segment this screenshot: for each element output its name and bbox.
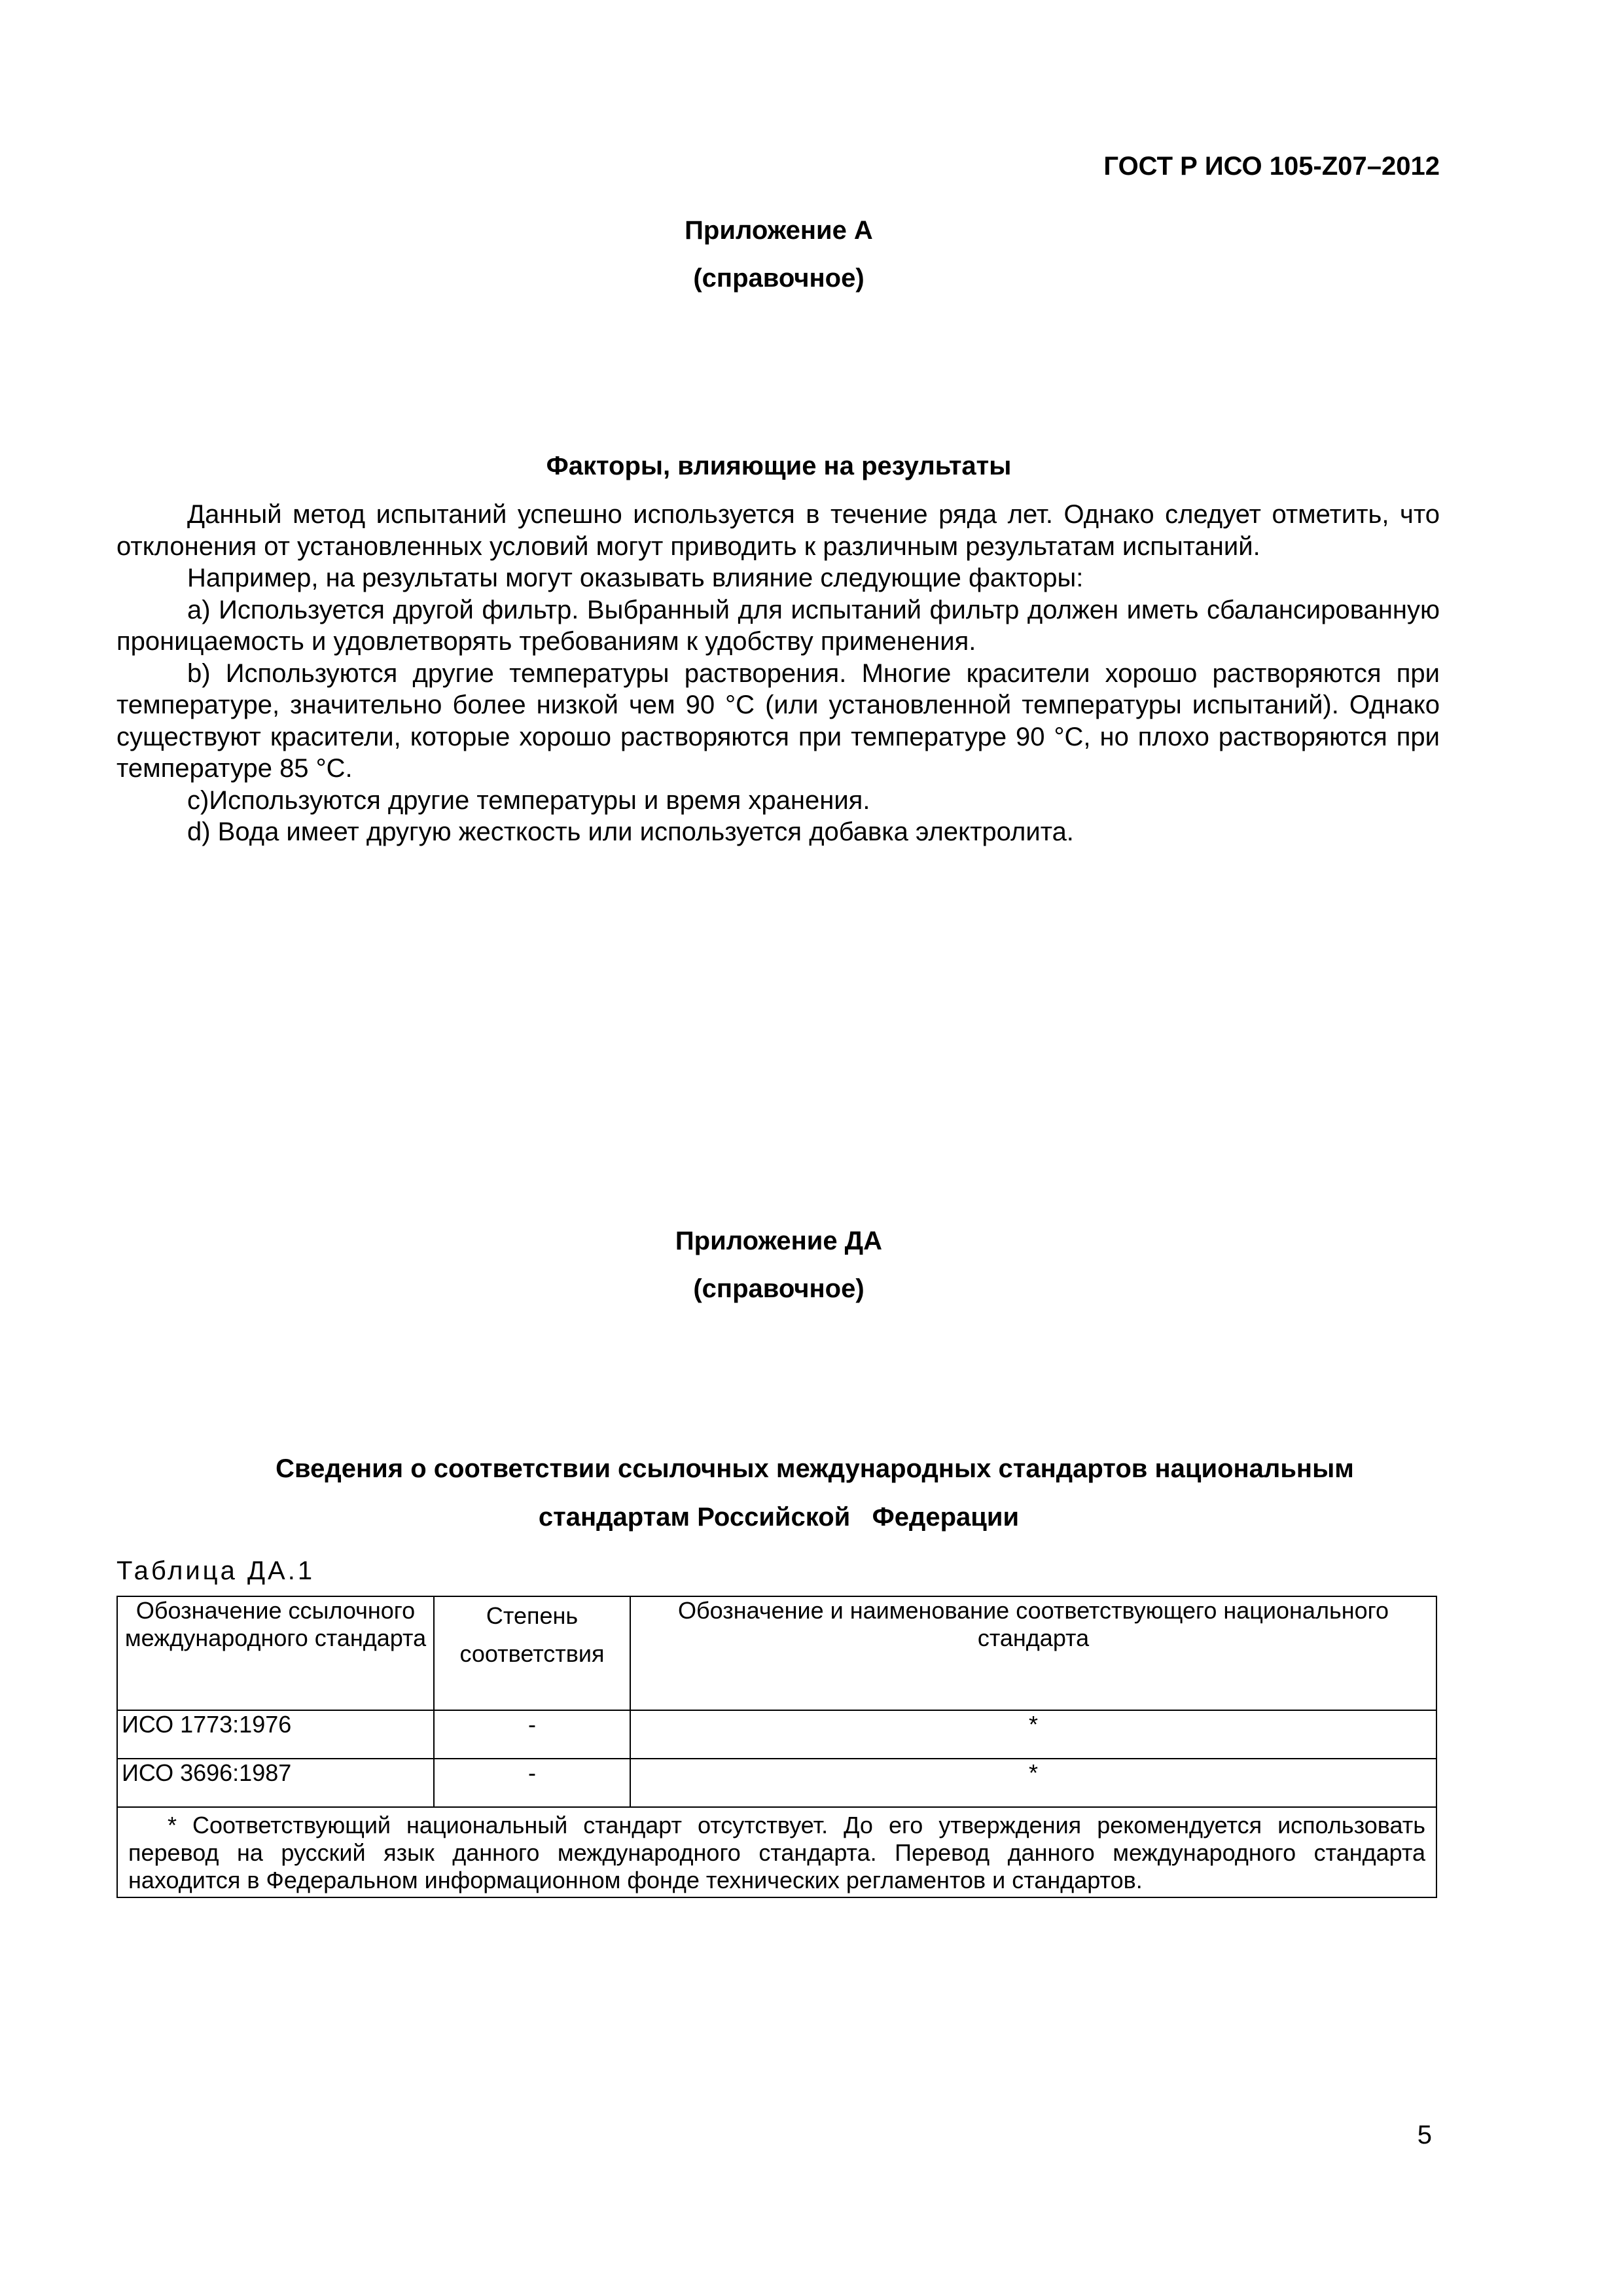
paragraph: Например, на результаты могут оказывать влияние следующие факторы: (187, 564, 1084, 592)
header-cell: Обозначение и наименование соответствующего национального стандарта (630, 1596, 1436, 1710)
appendix-da-subtitle: (справочное) (693, 1274, 865, 1303)
list-item: d) Вода имеет другую жесткость или используется добавка электролита. (187, 817, 1074, 846)
list-item: a) Используется другой фильтр. Выбранный для испытаний фильтр должен иметь сбалансированную проницаемость и удовлетворять требованиям к удобству применения. (116, 595, 1440, 656)
header-cell: Обозначение ссылочного международного стандарта (117, 1596, 434, 1710)
table-caption: Таблица ДА.1 (116, 1556, 315, 1585)
appendix-da-heading-line1: Сведения о соответствии ссылочных международных стандартов национальным (276, 1454, 1354, 1483)
list-item: c)Используются другие температуры и время хранения. (187, 785, 870, 815)
table-row (117, 1759, 1436, 1807)
paragraph: Данный метод испытаний успешно используется в течение ряда лет. Однако следует отметить, что отклонения от установленных условий могут приводить к различным результатам испытаний. (116, 500, 1440, 561)
appendix-a-subtitle: (справочное) (693, 264, 865, 293)
table-cell: ИСО 3696:1987 (117, 1759, 434, 1807)
appendix-a-body (116, 499, 1440, 848)
appendix-a-title: Приложение А (685, 216, 873, 245)
table-cell: - (434, 1710, 630, 1759)
table-header-row (117, 1596, 1436, 1710)
appendix-da-title: Приложение ДА (675, 1227, 883, 1255)
appendix-da-heading-line2: стандартам Российской Федерации (538, 1503, 1020, 1532)
table-cell: - (434, 1759, 630, 1807)
table-cell: * (630, 1710, 1436, 1759)
table-row (117, 1710, 1436, 1759)
standards-table (116, 1596, 1437, 1898)
header-cell: Степень соответствия (434, 1596, 630, 1710)
list-item: b) Используются другие температуры растворения. Многие красители хорошо растворяются при температуре, значительно более низкой чем 90 °С (или установленной температуры испытаний). Однако существуют красители, которые хорошо растворяются при температуре 90 °С, но плохо растворяются при температуре 85 °С. (116, 658, 1440, 783)
table-cell: ИСО 1773:1976 (117, 1710, 434, 1759)
appendix-a-heading: Факторы, влияющие на результаты (546, 452, 1012, 480)
document-code: ГОСТ Р ИСО 105-Z07–2012 (1103, 152, 1440, 181)
table-cell: * (630, 1759, 1436, 1807)
page-number: 5 (1417, 2121, 1432, 2149)
table-footnote-row (117, 1807, 1436, 1897)
table-footnote: * Соответствующий национальный стандарт отсутствует. До его утверждения рекомендуется использовать перевод на русский язык данного международного стандарта. Перевод данного международного стандарта находится в Федеральном информационном фонде технических регламентов и стандартов. (117, 1807, 1436, 1897)
